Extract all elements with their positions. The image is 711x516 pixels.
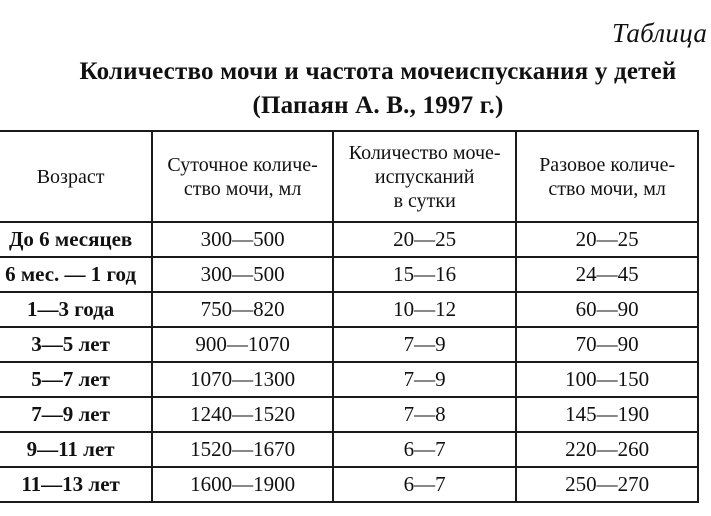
table-row: [0, 432, 698, 467]
cell-single-volume: 24—45: [516, 257, 698, 292]
cell-daily-volume: 1240—1520: [152, 397, 333, 432]
cell-age: 6 мес. — 1 год: [0, 257, 152, 292]
cell-daily-volume: 300—500: [152, 257, 333, 292]
cell-single-volume: 60—90: [516, 292, 698, 327]
table-row: [0, 362, 698, 397]
cell-single-volume: 70—90: [516, 327, 698, 362]
header-age: Возраст: [0, 131, 152, 222]
cell-single-volume: 20—25: [516, 222, 698, 257]
table-source: (Папаян А. В., 1997 г.): [252, 92, 504, 119]
cell-age: 9—11 лет: [0, 432, 152, 467]
cell-age: 5—7 лет: [0, 362, 152, 397]
cell-age: 3—5 лет: [0, 327, 152, 362]
cell-frequency: 6—7: [333, 467, 516, 502]
cell-daily-volume: 300—500: [152, 222, 333, 257]
table-row: [0, 397, 698, 432]
cell-age: 1—3 года: [0, 292, 152, 327]
table-title: Количество мочи и частота мочеиспускания у детей: [79, 58, 677, 85]
cell-frequency: 7—9: [333, 327, 516, 362]
cell-single-volume: 145—190: [516, 397, 698, 432]
cell-daily-volume: 900—1070: [152, 327, 333, 362]
cell-daily-volume: 1600—1900: [152, 467, 333, 502]
table-row: [0, 222, 698, 257]
urine-table: [0, 130, 699, 503]
cell-frequency: 15—16: [333, 257, 516, 292]
cell-frequency: 20—25: [333, 222, 516, 257]
table-row: [0, 292, 698, 327]
cell-single-volume: 100—150: [516, 362, 698, 397]
header-frequency: Количество моче- испусканий в сутки: [333, 131, 516, 222]
table-row: [0, 327, 698, 362]
cell-single-volume: 220—260: [516, 432, 698, 467]
cell-daily-volume: 1520—1670: [152, 432, 333, 467]
cell-frequency: 7—9: [333, 362, 516, 397]
cell-daily-volume: 1070—1300: [152, 362, 333, 397]
table-row: [0, 467, 698, 502]
cell-single-volume: 250—270: [516, 467, 698, 502]
cell-age: 7—9 лет: [0, 397, 152, 432]
cell-age: 11—13 лет: [0, 467, 152, 502]
cell-daily-volume: 750—820: [152, 292, 333, 327]
cell-frequency: 7—8: [333, 397, 516, 432]
table-row: [0, 257, 698, 292]
header-single-volume: Разовое количе- ство мочи, мл: [516, 131, 698, 222]
header-row: [0, 131, 698, 222]
cell-frequency: 6—7: [333, 432, 516, 467]
cell-age: До 6 месяцев: [0, 222, 152, 257]
header-daily-volume: Суточное количе- ство мочи, мл: [152, 131, 333, 222]
table-label: Таблица: [612, 18, 708, 48]
cell-frequency: 10—12: [333, 292, 516, 327]
